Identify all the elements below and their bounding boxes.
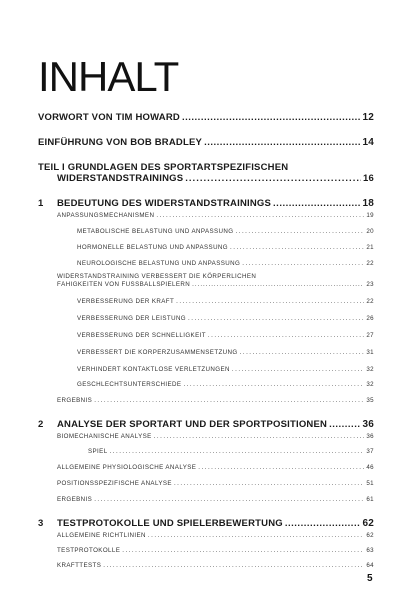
toc-label: TESTPROTOKOLLE UND SPIELERBEWERTUNG — [57, 518, 283, 529]
toc-page: 62 — [366, 532, 374, 539]
toc-sub-entry[interactable] — [38, 212, 374, 219]
leader-dots — [329, 419, 360, 430]
toc-label: VERBESSERUNG DER LEISTUNG — [77, 315, 187, 322]
leader-dots — [156, 212, 364, 219]
toc-label: GESCHLECHTSUNTERSCHIEDE — [77, 381, 182, 388]
leader-dots — [188, 315, 364, 322]
toc-page: 46 — [366, 464, 374, 471]
leader-dots — [232, 366, 364, 373]
toc-label: KRAFTTESTS — [57, 562, 102, 569]
toc-label: VERBESSERUNG DER KRAFT — [77, 298, 175, 305]
leader-dots — [240, 349, 365, 356]
chapter-number: 1 — [38, 198, 44, 209]
toc-label-line2: WIDERSTANDSTRAININGS — [57, 173, 184, 184]
toc-sub-entry[interactable] — [38, 562, 374, 569]
toc-page: 16 — [363, 173, 374, 184]
toc-page: 27 — [366, 332, 374, 339]
toc-page: 22 — [366, 298, 374, 305]
toc-label: TESTPROTOKOLLE — [57, 547, 121, 554]
toc-page: 36 — [362, 419, 374, 430]
toc-page: 37 — [366, 448, 374, 455]
toc-label: VORWORT VON TIM HOWARD — [38, 112, 180, 123]
leader-dots — [192, 281, 364, 288]
toc-sub-entry[interactable] — [38, 260, 374, 267]
leader-dots — [174, 480, 364, 487]
toc-label-line2: FÄHIGKEITEN VON FUSSBALLSPIELERN — [57, 281, 191, 288]
toc-sub-entry[interactable] — [38, 273, 374, 288]
toc-page: 31 — [366, 349, 374, 356]
toc-label: ERGEBNIS — [57, 496, 93, 503]
toc-label: VERBESSERUNG DER SCHNELLIGKEIT — [77, 332, 206, 339]
toc-label-line1: WIDERSTANDSTRAINING VERBESSERT DIE KÖRPERLICHEN — [57, 273, 257, 280]
toc-label: BEDEUTUNG DES WIDERSTANDSTRAININGS — [57, 198, 272, 209]
toc-sub-entry[interactable] — [38, 480, 374, 487]
toc-label: BIOMECHANISCHE ANALYSE — [57, 433, 152, 440]
chapter-number: 3 — [38, 518, 44, 529]
toc-sub-entry[interactable] — [38, 381, 374, 388]
leader-dots — [273, 198, 360, 209]
chapter-number: 2 — [38, 419, 44, 430]
toc-label: HORMONELLE BELASTUNG UND ANPASSUNG — [77, 244, 229, 251]
toc-page: 32 — [366, 366, 374, 373]
toc-sub-entry[interactable] — [38, 298, 374, 305]
toc-label: VERBESSERT DIE KÖRPERZUSAMMENSETZUNG — [77, 349, 238, 356]
toc-label: ANPASSUNGSMECHANISMEN — [57, 212, 155, 219]
toc-page: 12 — [362, 112, 374, 123]
toc-sub-entry[interactable] — [38, 547, 374, 554]
toc-label: NEUROLOGISCHE BELASTUNG UND ANPASSUNG — [77, 260, 241, 267]
page-title: INHALT — [38, 53, 179, 100]
leader-dots — [154, 433, 365, 440]
toc-sub-entry[interactable] — [38, 228, 374, 235]
toc-sub-entry[interactable] — [38, 496, 374, 503]
leader-dots — [285, 518, 361, 529]
toc-page: 19 — [366, 212, 374, 219]
leader-dots — [183, 381, 364, 388]
leader-dots — [230, 244, 364, 251]
toc-chapter-1[interactable] — [38, 198, 374, 209]
toc-chapter-2[interactable] — [38, 419, 374, 430]
toc-label: ERGEBNIS — [57, 397, 93, 404]
toc-page: 20 — [366, 228, 374, 235]
toc-page: 22 — [366, 260, 374, 267]
toc-page: 14 — [362, 137, 374, 148]
toc-page: 36 — [366, 433, 374, 440]
leader-dots — [103, 562, 364, 569]
toc-page: 23 — [366, 281, 374, 288]
toc-entry-teil1[interactable] — [38, 162, 374, 184]
table-of-contents — [38, 112, 374, 569]
toc-sub-entry[interactable] — [38, 349, 374, 356]
toc-page: 61 — [366, 496, 374, 503]
toc-sub-entry[interactable] — [38, 532, 374, 539]
toc-chapter-3[interactable] — [38, 518, 374, 529]
leader-dots — [236, 228, 365, 235]
page-number: 5 — [367, 573, 373, 584]
leader-dots — [204, 137, 360, 148]
leader-dots — [122, 547, 364, 554]
toc-page: 21 — [366, 244, 374, 251]
leader-dots — [182, 112, 360, 123]
toc-label: ANALYSE DER SPORTART UND DER SPORTPOSITIONEN — [57, 419, 328, 430]
toc-sub-entry[interactable] — [38, 397, 374, 404]
toc-page: 64 — [366, 562, 374, 569]
leader-dots — [110, 448, 365, 455]
toc-label: SPIEL — [88, 448, 108, 455]
toc-page: 35 — [366, 397, 374, 404]
leader-dots — [148, 532, 364, 539]
toc-label: EINFÜHRUNG VON BOB BRADLEY — [38, 137, 203, 148]
toc-label: ALLGEMEINE RICHTLINIEN — [57, 532, 146, 539]
toc-entry-einfuehrung[interactable] — [38, 137, 374, 148]
toc-page: 51 — [366, 480, 374, 487]
toc-label: POSITIONSSPEZIFISCHE ANALYSE — [57, 480, 172, 487]
toc-label: ALLGEMEINE PHYSIOLOGISCHE ANALYSE — [57, 464, 197, 471]
leader-dots — [94, 496, 364, 503]
leader-dots — [185, 173, 361, 184]
toc-page: 63 — [366, 547, 374, 554]
leader-dots — [242, 260, 364, 267]
leader-dots — [176, 298, 364, 305]
toc-page: 26 — [366, 315, 374, 322]
toc-sub-entry[interactable] — [38, 332, 374, 339]
toc-sub-entry[interactable] — [38, 315, 374, 322]
toc-sub-entry[interactable] — [38, 464, 374, 471]
toc-sub-entry[interactable] — [38, 244, 374, 251]
toc-label-line1: TEIL I GRUNDLAGEN DES SPORTARTSPEZIFISCHEN — [38, 162, 289, 173]
toc-page: 18 — [362, 198, 374, 209]
toc-sub-entry[interactable] — [38, 448, 374, 455]
toc-sub-entry[interactable] — [38, 366, 374, 373]
toc-page: 32 — [366, 381, 374, 388]
leader-dots — [198, 464, 364, 471]
toc-entry-vorwort[interactable] — [38, 112, 374, 123]
toc-sub-entry[interactable] — [38, 433, 374, 440]
toc-page: 62 — [362, 518, 374, 529]
leader-dots — [94, 397, 364, 404]
leader-dots — [208, 332, 364, 339]
toc-label: VERHINDERT KONTAKTLOSE VERLETZUNGEN — [77, 366, 230, 373]
toc-label: METABOLISCHE BELASTUNG UND ANPASSUNG — [77, 228, 234, 235]
